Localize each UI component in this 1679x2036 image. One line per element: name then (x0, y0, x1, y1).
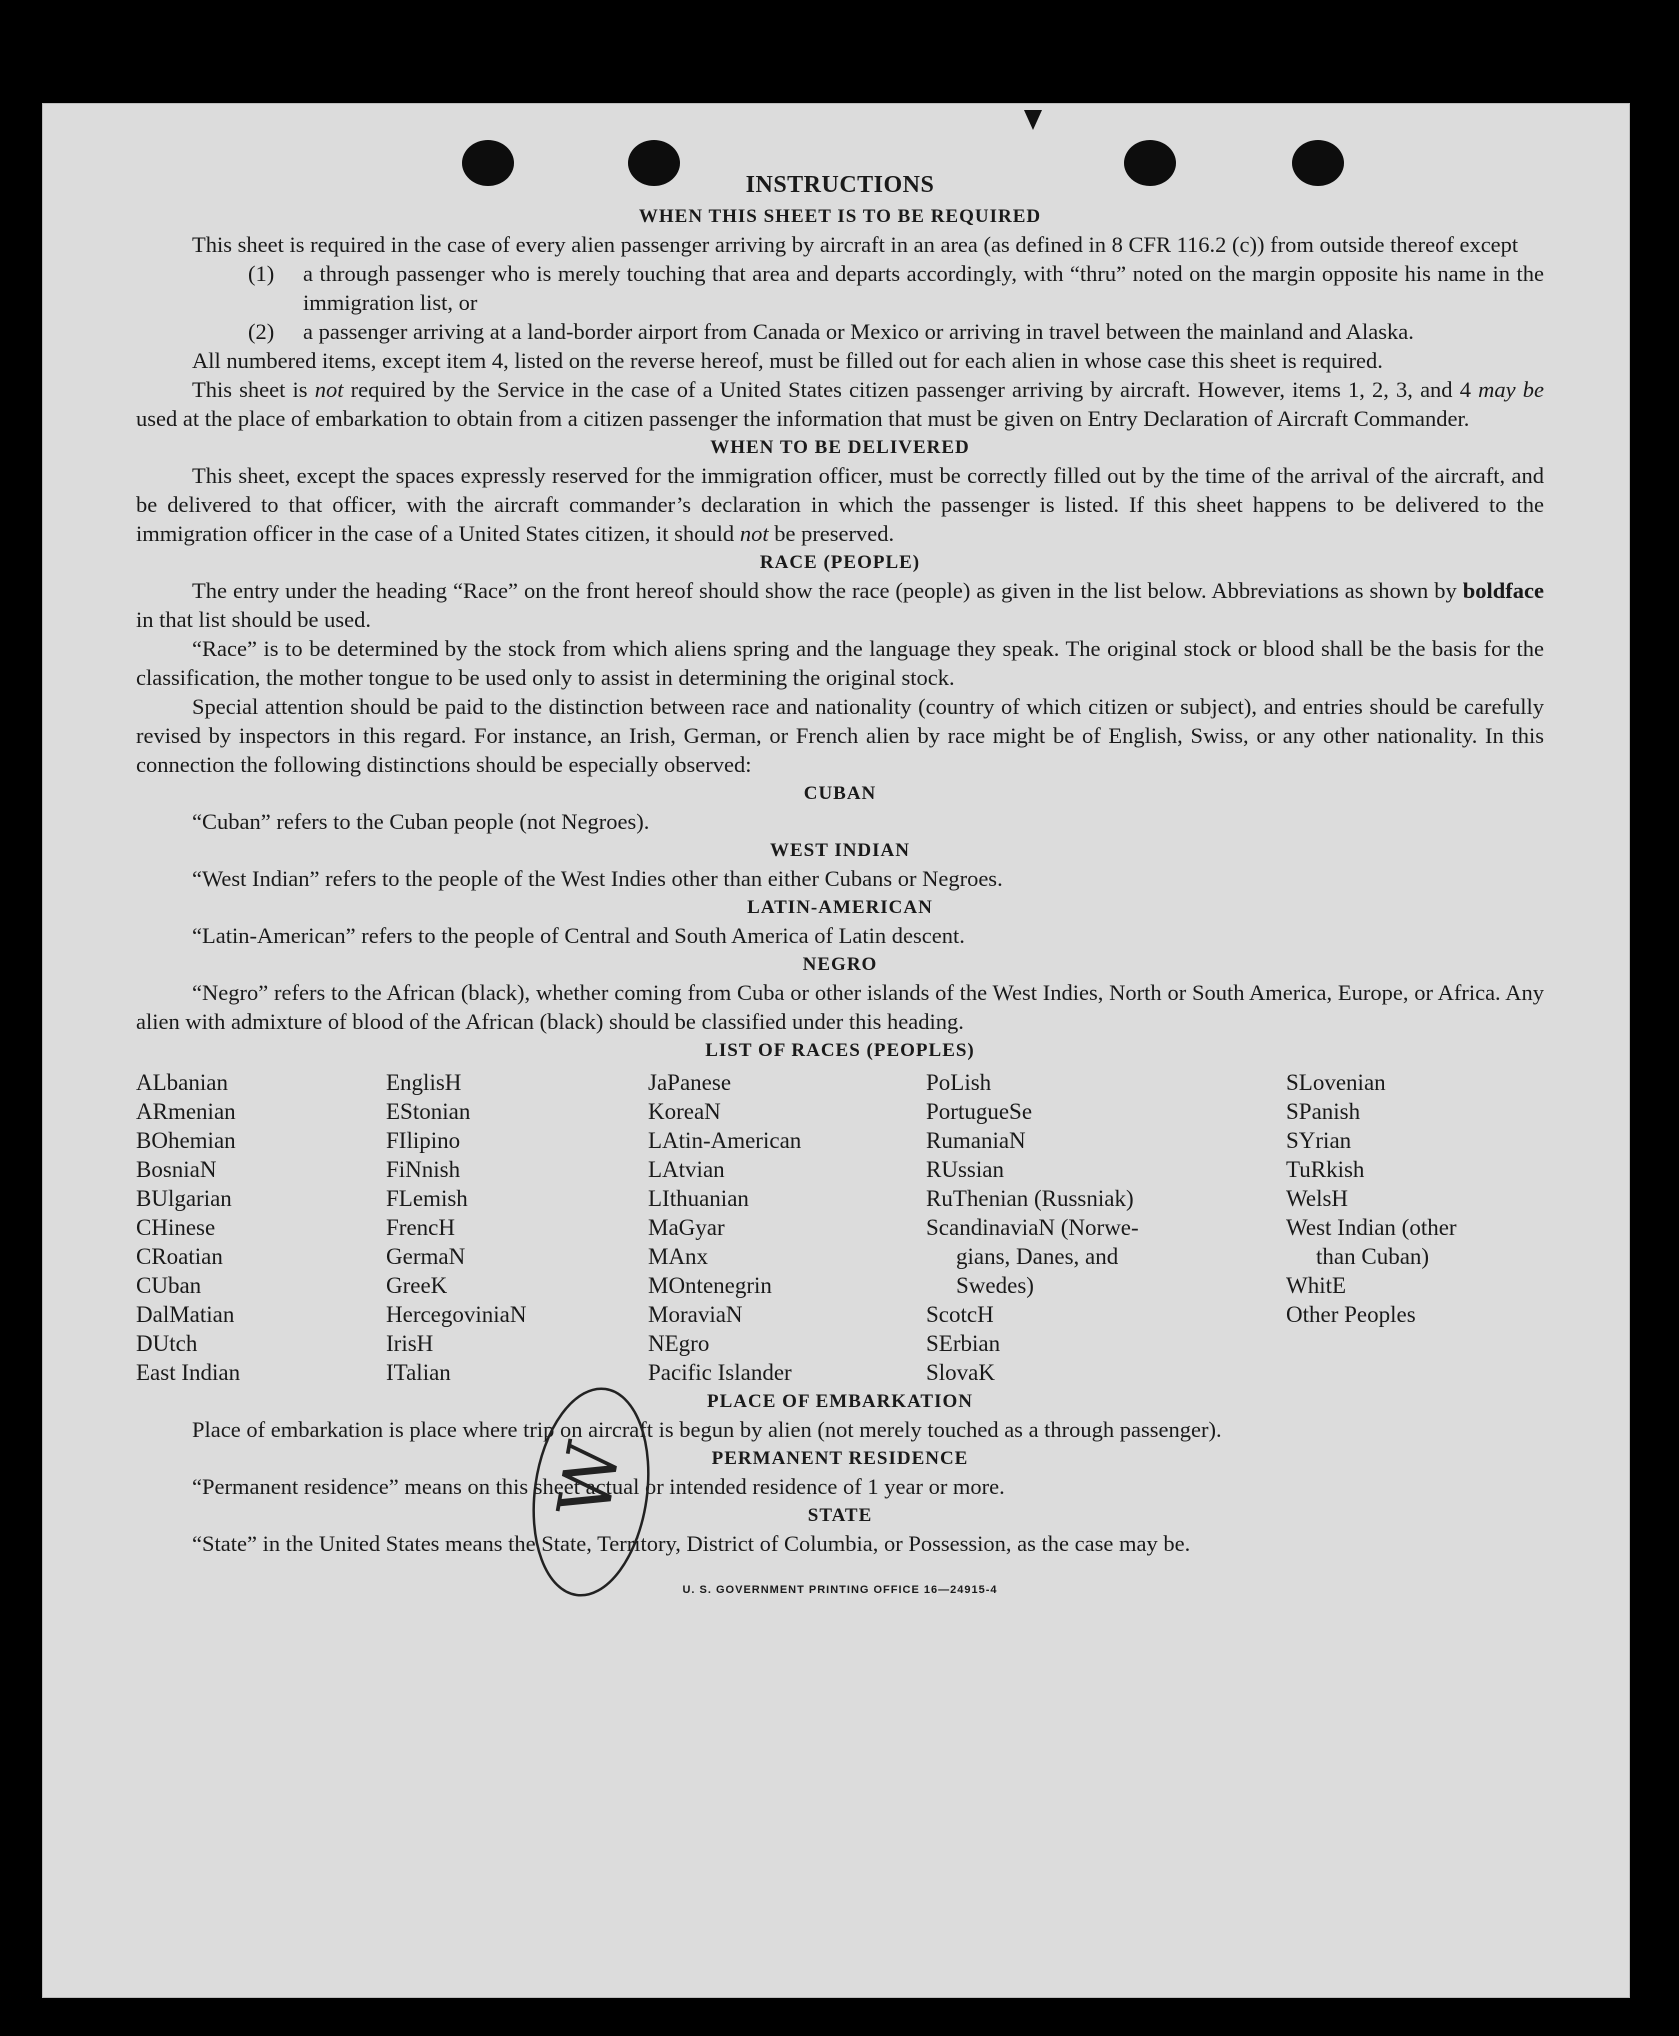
race-item: SPanish (1286, 1099, 1361, 1124)
race-item: GermaN (386, 1244, 466, 1269)
race-item: PortugueSe (926, 1099, 1033, 1124)
heading-west-indian: WEST INDIAN (770, 840, 910, 861)
race-column (136, 1068, 386, 1387)
race-item: FLemish (386, 1186, 468, 1211)
race-item: gians, Danes, and (956, 1244, 1119, 1269)
bold-text: boldface (1462, 578, 1544, 603)
page-title: INSTRUCTIONS (745, 172, 935, 198)
race-item: GreeK (386, 1273, 448, 1298)
race-item: EnglisH (386, 1070, 462, 1095)
race-item: DalMatian (136, 1302, 235, 1327)
heading-when-required: WHEN THIS SHEET IS TO BE REQUIRED (638, 206, 1042, 227)
text-run: This sheet is (192, 377, 315, 402)
race-item: CUban (136, 1273, 202, 1298)
text-run: required by the Service in the case of a United States citizen passenger arriving by aircraft. However, items 1, 2, 3, and 4 (343, 377, 1479, 402)
race-item: LAtvian (648, 1157, 725, 1182)
race-item: MoraviaN (648, 1302, 743, 1327)
residence-text: “Permanent residence” means on this sheet actual or intended residence of 1 year or more. (192, 1474, 1005, 1499)
handwritten-letter: W (541, 1435, 637, 1524)
race-item: KoreaN (648, 1099, 721, 1124)
race-item: WelsH (1286, 1186, 1349, 1211)
text-run: This sheet, except the spaces expressly reserved for the immigration officer, must be correctly filled out by the time of the arrival of the aircraft, and be delivered to that officer, with the aircraft commander’s declaration in which the passenger is listed. If this sheet happens to be delivered to the immigration officer in the case of a United States citizen, it should (136, 463, 1544, 546)
required-intro: This sheet is required in the case of every alien passenger arriving by aircraft in an area (as defined in 8 CFR 116.2 (c)) from outside thereof except (192, 232, 1519, 257)
arrow-mark-icon (1024, 110, 1042, 130)
race-item: Pacific Islander (648, 1360, 792, 1385)
heading-negro: NEGRO (802, 954, 878, 975)
race-item: ScandinaviaN (Norwe- (926, 1215, 1139, 1240)
heading-cuban: CUBAN (803, 783, 877, 804)
race-item: Swedes) (956, 1273, 1034, 1298)
race-item: FiNnish (386, 1157, 461, 1182)
exception-number: (2) (248, 319, 275, 344)
exception-number: (1) (248, 261, 275, 286)
heading-embarkation: PLACE OF EMBARKATION (707, 1391, 973, 1412)
race-item: MOntenegrin (648, 1273, 772, 1298)
race-item: PoLish (926, 1070, 992, 1095)
exception-text: a passenger arriving at a land-border airport from Canada or Mexico or arriving in travel between the mainland and Alaska. (303, 319, 1414, 344)
race-list (136, 1068, 1544, 1387)
heading-list-of-races: LIST OF RACES (PEOPLES) (705, 1040, 975, 1061)
race-item: West Indian (other (1286, 1215, 1457, 1240)
race-item: ITalian (386, 1360, 451, 1385)
required-para-3 (136, 375, 1544, 433)
emphasis: not (739, 521, 769, 546)
race-para-2: “Race” is to be determined by the stock from which aliens spring and the language they speak. The original stock or blood shall be the basis for the classification, the mother tongue to be used only to assist in determining the original stock. (136, 636, 1544, 690)
negro-text: “Negro” refers to the African (black), whether coming from Cuba or other islands of the West Indies, North or South America, Europe, or Africa. Any alien with admixture of blood of the African (black) should be classified under this heading. (136, 980, 1544, 1034)
race-item: EStonian (386, 1099, 471, 1124)
race-item: WhitE (1286, 1273, 1347, 1298)
heading-residence: PERMANENT RESIDENCE (711, 1448, 969, 1469)
delivered-text (136, 461, 1544, 548)
text-run: used at the place of embarkation to obtain from a citizen passenger the information that must be given on Entry Declaration of Aircraft Commander. (136, 406, 1470, 431)
race-item: SLovenian (1286, 1070, 1386, 1095)
cuban-text: “Cuban” refers to the Cuban people (not Negroes). (192, 809, 650, 834)
instructions-body (136, 168, 1544, 1605)
exception-text: a through passenger who is merely touching that area and departs accordingly, with “thru” noted on the margin opposite his name in the immigration list, or (303, 261, 1544, 315)
race-item: BosniaN (136, 1157, 217, 1182)
race-item: RUssian (926, 1157, 1004, 1182)
race-item: LAtin-American (648, 1128, 802, 1153)
printer-footer: U. S. GOVERNMENT PRINTING OFFICE 16—24915-4 (682, 1584, 998, 1596)
race-item: IrisH (386, 1331, 434, 1356)
emphasis: not (314, 377, 344, 402)
heading-when-delivered: WHEN TO BE DELIVERED (710, 437, 970, 458)
west-indian-text: “West Indian” refers to the people of the West Indies other than either Cubans or Negroes. (192, 866, 1003, 891)
race-item: JaPanese (648, 1070, 732, 1095)
race-item: ARmenian (136, 1099, 236, 1124)
race-item: RuThenian (Russniak) (926, 1186, 1134, 1211)
race-item: SlovaK (926, 1360, 995, 1385)
race-item: NEgro (648, 1331, 710, 1356)
heading-state: STATE (807, 1505, 873, 1526)
race-item: SErbian (926, 1331, 1001, 1356)
heading-latin-american: LATIN-AMERICAN (747, 897, 933, 918)
race-para-1 (136, 576, 1544, 634)
race-item: BUlgarian (136, 1186, 232, 1211)
race-column (386, 1068, 648, 1387)
race-item: SYrian (1286, 1128, 1352, 1153)
state-text: “State” in the United States means the State, Territory, District of Columbia, or Possession, as the case may be. (192, 1531, 1191, 1556)
race-item: TuRkish (1286, 1157, 1365, 1182)
race-item: Other Peoples (1286, 1302, 1416, 1327)
race-column (926, 1068, 1286, 1387)
emphasis: may be (1478, 377, 1544, 402)
required-para-2: All numbered items, except item 4, listed on the reverse hereof, must be filled out for each alien in whose case this sheet is required. (192, 348, 1383, 373)
race-item: DUtch (136, 1331, 198, 1356)
exceptions-list (248, 259, 1544, 346)
race-item: CHinese (136, 1215, 216, 1240)
race-item: MAnx (648, 1244, 709, 1269)
latin-american-text: “Latin-American” refers to the people of Central and South America of Latin descent. (192, 923, 965, 948)
race-item: BOhemian (136, 1128, 236, 1153)
race-item: LIthuanian (648, 1186, 749, 1211)
race-item: RumaniaN (926, 1128, 1026, 1153)
race-item: East Indian (136, 1360, 241, 1385)
text-run: be preserved. (768, 521, 895, 546)
embarkation-text: Place of embarkation is place where trip on aircraft is begun by alien (not merely touched as a through passenger). (192, 1417, 1222, 1442)
race-item: CRoatian (136, 1244, 223, 1269)
race-para-3: Special attention should be paid to the distinction between race and nationality (country of which citizen or subject), and entries should be carefully revised by inspectors in this regard. For instance, an Irish, German, or French alien by race might be of English, Swiss, or any other nationality. In this connection the following distinctions should be especially observed: (136, 694, 1544, 777)
race-item: MaGyar (648, 1215, 725, 1240)
race-item: ALbanian (136, 1070, 228, 1095)
race-column (648, 1068, 926, 1387)
heading-race: RACE (PEOPLE) (759, 552, 921, 573)
exception-item (248, 259, 1544, 317)
text-run: The entry under the heading “Race” on the front hereof should show the race (people) as given in the list below. Abbreviations as shown by (192, 578, 1463, 603)
race-item: FrencH (386, 1215, 455, 1240)
race-item: HercegoviniaN (386, 1302, 527, 1327)
race-item: ScotcH (926, 1302, 994, 1327)
text-run: in that list should be used. (136, 607, 371, 632)
exception-item (248, 317, 1544, 346)
race-item: than Cuban) (1316, 1244, 1430, 1269)
race-item: FIlipino (386, 1128, 461, 1153)
race-column (1286, 1068, 1544, 1387)
